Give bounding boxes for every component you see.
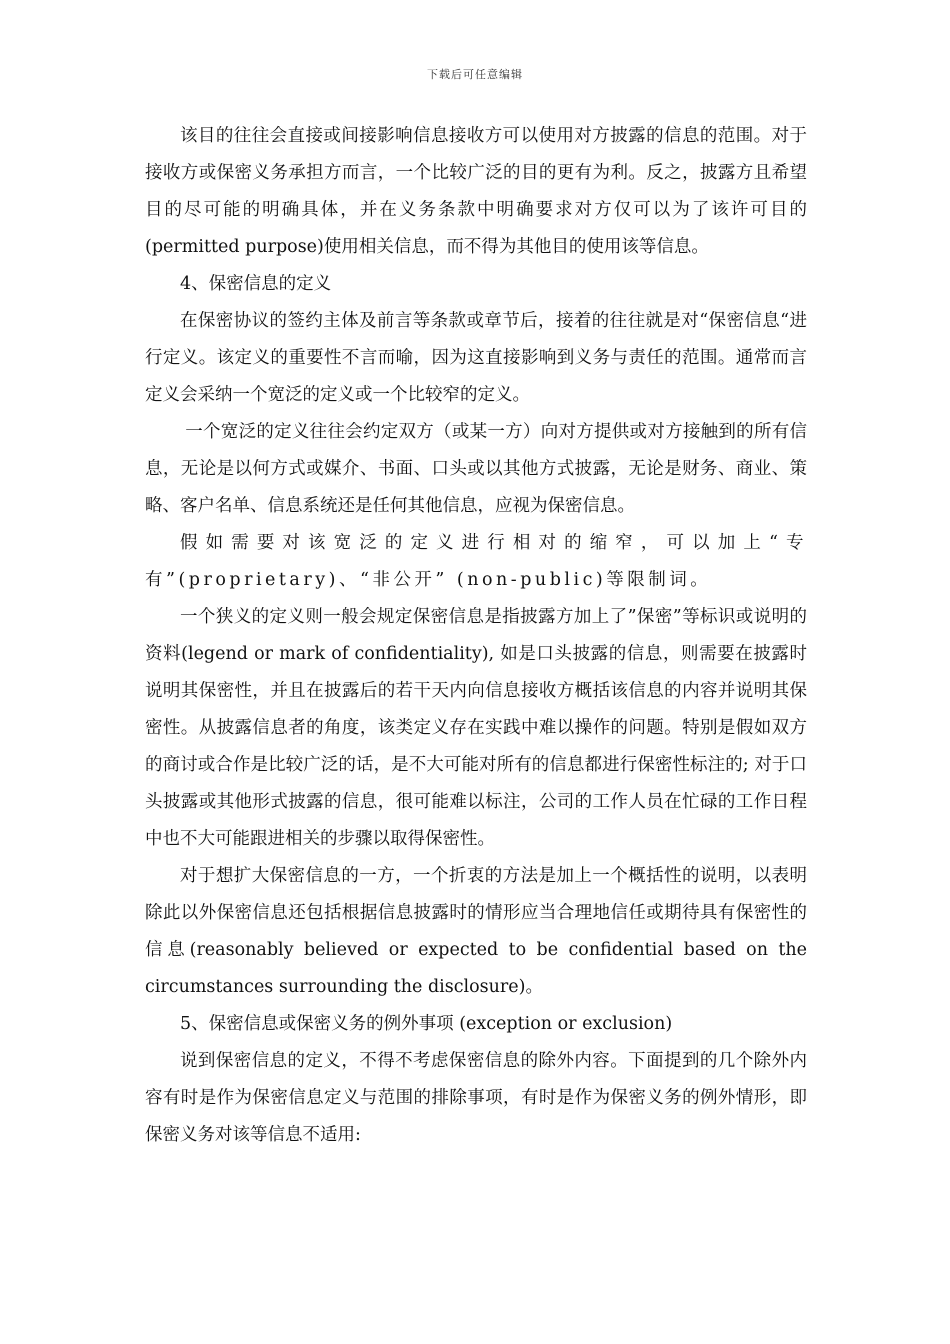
- paragraph-exclusions: 说到保密信息的定义，不得不考虑保密信息的除外内容。下面提到的几个除外内容有时是作为保密信息定义与范围的排除事项，有时是作为保密义务的例外情形，即保密义务对该等信息不适用:: [145, 1051, 807, 1145]
- page-header: 下载后可任意编辑: [427, 68, 523, 81]
- paragraph-narrowing: 假如需要对该宽泛的定义进行相对的缩窄，可以加上“专有”(proprietary)、“非公开” (non-public)等限制词。: [145, 533, 807, 590]
- section-heading-5: 5、保密信息或保密义务的例外事项 (exception or exclusion): [180, 1014, 673, 1034]
- section-heading-4: 4、保密信息的定义: [180, 274, 332, 294]
- paragraph-purpose: 该目的往往会直接或间接影响信息接收方可以使用对方披露的信息的范围。对于接收方或保密义务承担方而言，一个比较广泛的目的更有为利。反之，披露方且希望目的尽可能的明确具体，并在义务条款中明确要求对方仅可以为了该许可目的(permitted purpose)使用相关信息，而不得为其他目的使用该等信息。: [145, 126, 807, 257]
- paragraph-broad-definition: 一个宽泛的定义往往会约定双方（或某一方）向对方提供或对方接触到的所有信息，无论是以何方式或媒介、书面、口头或以其他方式披露，无论是财务、商业、策略、客户名单、信息系统还是任何其他信息，应视为保密信息。: [145, 422, 807, 516]
- paragraph-compromise: 对于想扩大保密信息的一方，一个折衷的方法是加上一个概括性的说明，以表明除此以外保密信息还包括根据信息披露时的情形应当合理地信任或期待具有保密性的信息(reasonably believed or expected to be confidential based on the circumstances surrounding the disclosure)。: [145, 866, 807, 997]
- paragraph-definition-intro: 在保密协议的签约主体及前言等条款或章节后，接着的往往就是对“保密信息“进行定义。该定义的重要性不言而喻，因为这直接影响到义务与责任的范围。通常而言定义会采纳一个宽泛的定义或一个比较窄的定义。: [145, 311, 807, 405]
- document-body: [145, 118, 807, 1154]
- paragraph-narrow-definition: 一个狭义的定义则一般会规定保密信息是指披露方加上了”保密”等标识或说明的资料(legend or mark of confidentiality), 如是口头披露的信息，则需要在披露时说明其保密性，并且在披露后的若干天内向信息接收方概括该信息的内容并说明其保密性。从披露信息者的角度，该类定义存在实践中难以操作的问题。特别是假如双方的商讨或合作是比较广泛的话，是不大可能对所有的信息都进行保密性标注的; 对于口头披露或其他形式披露的信息，很可能难以标注，公司的工作人员在忙碌的工作日程中也不大可能跟进相关的步骤以取得保密性。: [145, 607, 807, 849]
